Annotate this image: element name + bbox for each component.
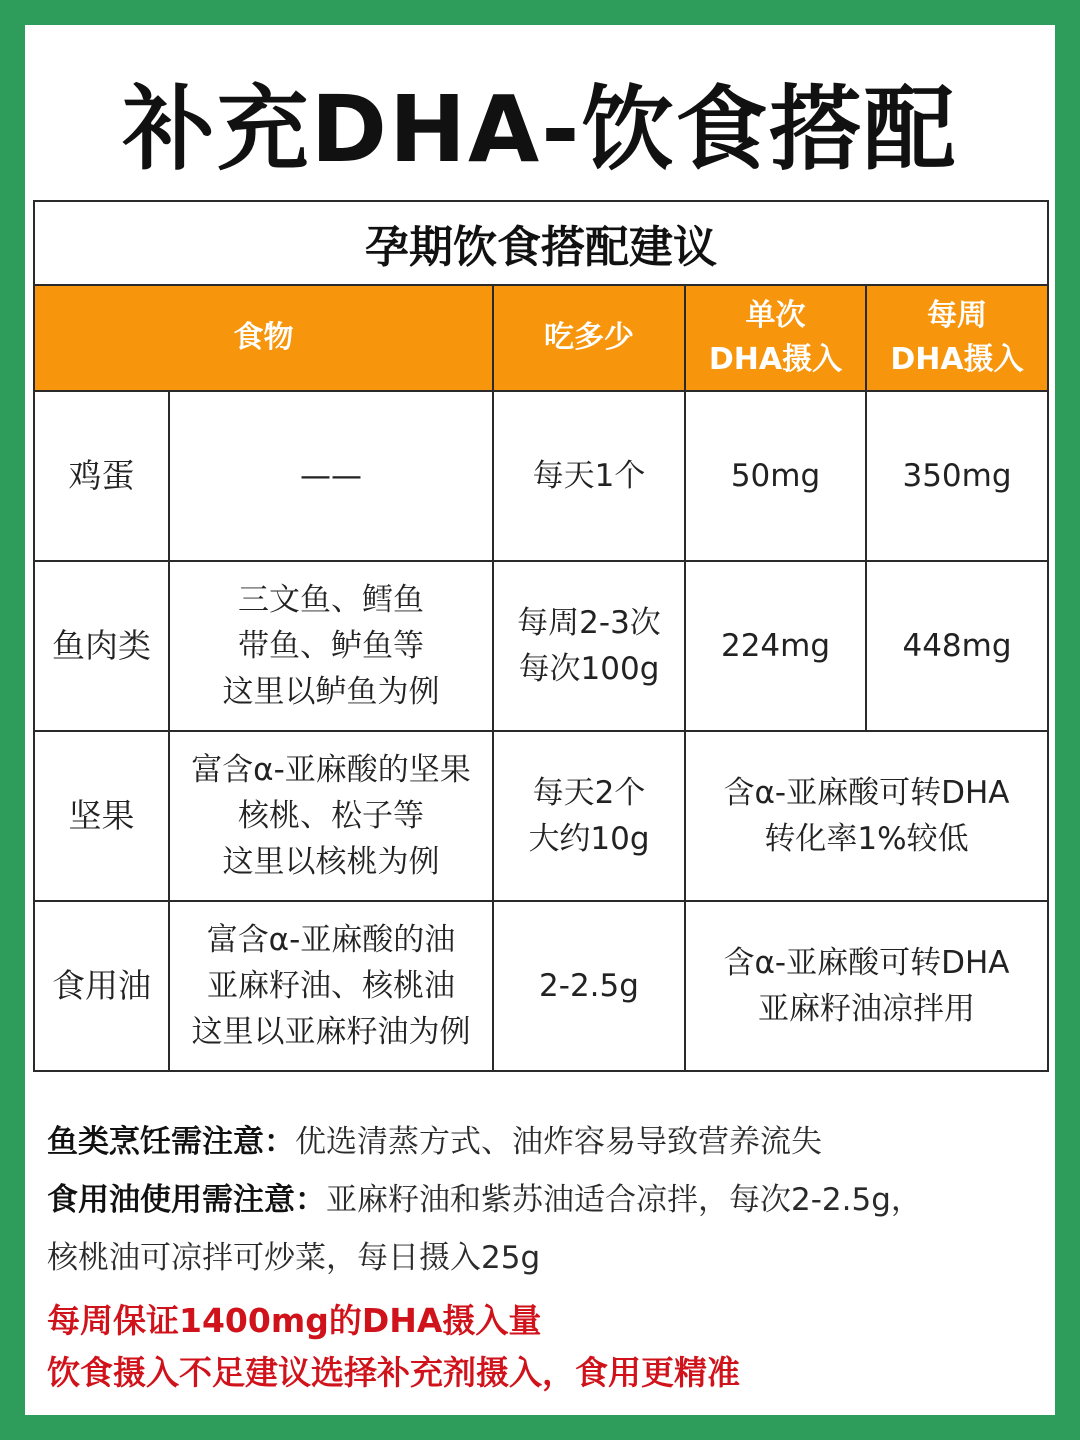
detail-line: 亚麻籽油、核桃油	[207, 968, 455, 1004]
header-weekly-line2: DHA摄入	[890, 342, 1024, 377]
row-category: 鱼肉类	[34, 561, 169, 731]
detail-line: 富含α-亚麻酸的油	[206, 922, 456, 958]
header-single-line1: 单次	[745, 298, 806, 333]
fish-cooking-note	[47, 1113, 1037, 1171]
row-amount	[493, 731, 685, 901]
note-line: 转化率1%较低	[764, 821, 969, 857]
header-food: 食物	[34, 285, 493, 391]
fish-note-label: 鱼类烹饪需注意：	[47, 1124, 295, 1160]
row-category: 食用油	[34, 901, 169, 1071]
header-single-line2: DHA摄入	[708, 342, 843, 377]
fish-note-text: 优选清蒸方式、油炸容易导致营养流失	[295, 1124, 822, 1160]
row-single-dha: 50mg	[685, 391, 866, 561]
amount-line: 每天2个	[532, 775, 646, 811]
row-detail	[169, 561, 493, 731]
row-weekly-dha: 448mg	[866, 561, 1048, 731]
table-caption: 孕期饮食搭配建议	[34, 201, 1048, 285]
amount-line: 2-2.5g	[539, 968, 639, 1004]
oil-note-label: 食用油使用需注意：	[47, 1182, 326, 1218]
oil-note-text-1: 亚麻籽油和紫苏油适合凉拌，每次2-2.5g，	[326, 1182, 922, 1218]
note-line: 含α-亚麻酸可转DHA	[723, 775, 1010, 811]
table-row-oil	[34, 901, 1048, 1071]
notes-section	[47, 1113, 1037, 1399]
row-amount	[493, 901, 685, 1071]
header-single-dha	[685, 285, 866, 391]
highlight-line-2: 饮食摄入不足建议选择补充剂摄入，食用更精准	[47, 1353, 740, 1392]
amount-line: 每周2-3次	[517, 605, 661, 641]
content-card	[25, 25, 1055, 1415]
oil-usage-note	[47, 1171, 1037, 1229]
detail-line: 这里以核桃为例	[222, 844, 440, 880]
row-weekly-dha: 350mg	[866, 391, 1048, 561]
row-category: 坚果	[34, 731, 169, 901]
detail-line: 核桃、松子等	[238, 798, 424, 834]
detail-line: 三文鱼、鳕鱼	[238, 582, 424, 618]
row-amount	[493, 391, 685, 561]
amount-line: 每天1个	[532, 458, 646, 494]
row-single-dha: 224mg	[685, 561, 866, 731]
detail-line: 这里以亚麻籽油为例	[191, 1014, 471, 1050]
table-row-egg	[34, 391, 1048, 561]
amount-line: 大约10g	[528, 821, 650, 857]
detail-line: 带鱼、鲈鱼等	[238, 628, 424, 664]
oil-note-text-2: 核桃油可凉拌可炒菜，每日摄入25g	[47, 1240, 541, 1276]
row-merged-note	[685, 901, 1048, 1071]
page-title: 补充DHA-饮食搭配	[122, 76, 958, 183]
header-weekly-line1: 每周	[927, 298, 987, 333]
oil-usage-note-cont	[47, 1229, 1037, 1287]
table-header-row	[34, 285, 1048, 391]
highlight-line-1: 每周保证1400mg的DHA摄入量	[47, 1301, 542, 1340]
highlight-block	[47, 1295, 1037, 1399]
table-row-fish	[34, 561, 1048, 731]
table-caption-row	[34, 201, 1048, 285]
note-line: 含α-亚麻酸可转DHA	[723, 945, 1010, 981]
detail-line: 富含α-亚麻酸的坚果	[191, 752, 471, 788]
note-line: 亚麻籽油凉拌用	[758, 991, 975, 1027]
row-category: 鸡蛋	[34, 391, 169, 561]
amount-line: 每次100g	[518, 651, 660, 687]
detail-line: 这里以鲈鱼为例	[222, 674, 440, 710]
table-row-nuts	[34, 731, 1048, 901]
row-amount	[493, 561, 685, 731]
row-detail	[169, 901, 493, 1071]
header-amount: 吃多少	[493, 285, 685, 391]
row-detail	[169, 731, 493, 901]
row-detail	[169, 391, 493, 561]
header-weekly-dha	[866, 285, 1048, 391]
detail-line: ——	[300, 458, 362, 494]
row-merged-note	[685, 731, 1048, 901]
diet-table	[33, 200, 1049, 1072]
